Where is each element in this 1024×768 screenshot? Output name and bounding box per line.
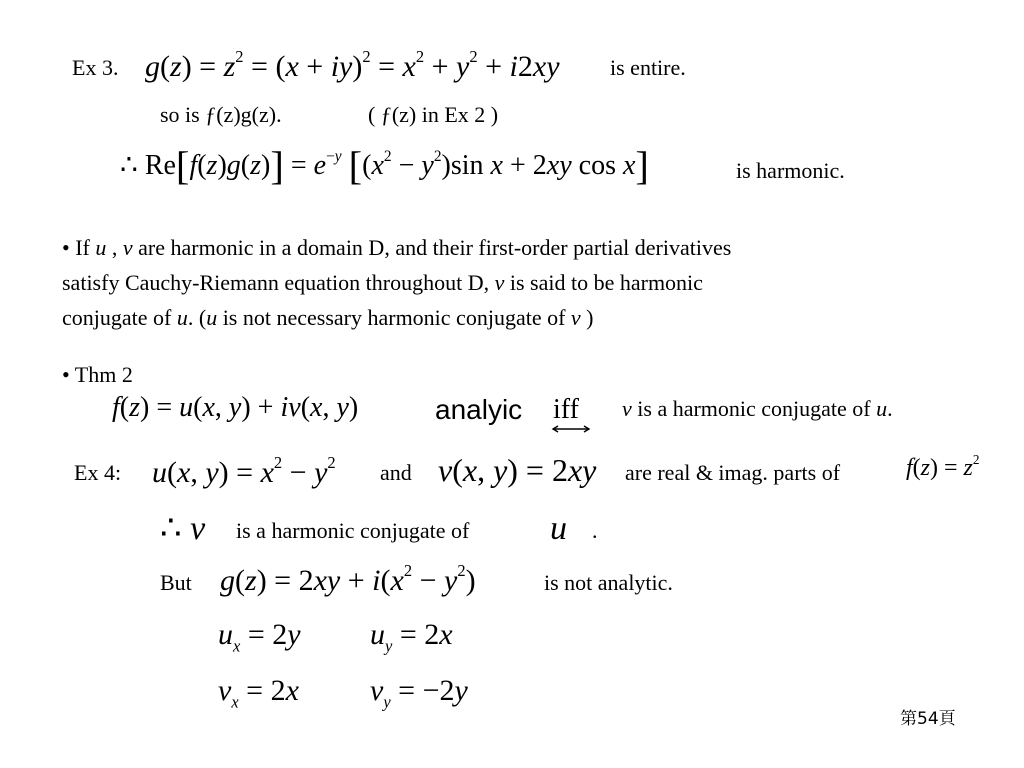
page-number: 第54頁: [900, 709, 956, 729]
ex4-f-equation: $f(z) = z^2$: [906, 451, 980, 481]
ex4-g-equation: $g(z) = 2xy + i(x^2 - y^2)$: [220, 560, 476, 597]
thm2-iff: [553, 396, 579, 424]
ex4-label: Ex 4:: [74, 460, 122, 485]
ex4-u-equation: u(x, $y) = x^2 - y^2$: [152, 452, 336, 489]
ex3-so-is-text: so is ƒ(z)g(z).: [160, 102, 282, 127]
bullet-definition-line-2: satisfy Cauchy-Riemann equation throughout D, v is said to be harmonic: [62, 270, 703, 295]
bullet-definition-line-3: conjugate of u. (u is not necessary harmonic conjugate of v ): [62, 305, 594, 330]
ex4-u-symbol: u: [550, 510, 567, 547]
ex4-real-imag-text: are real & imag. parts of: [625, 460, 841, 485]
thm2-analytic-word: analyic: [435, 394, 523, 425]
partial-u-x: $u_x = 2y$: [218, 618, 301, 656]
partial-u-y: $u_y = 2x$: [370, 618, 453, 656]
thm2-equation: f(z) = u(x, y) + iv(x, y): [112, 392, 359, 423]
thm2-conclusion: v is a harmonic conjugate of u.: [622, 396, 893, 421]
partial-v-y: $v_y = -2y$: [370, 674, 468, 712]
ex4-not-analytic-text: is not analytic.: [544, 570, 673, 595]
ex4-and-word: and: [380, 460, 412, 485]
ex4-conjugate-text: is a harmonic conjugate of: [236, 518, 470, 543]
ex3-harmonic-text: is harmonic.: [736, 158, 845, 183]
ex4-therefore-v: ∴ v: [160, 510, 206, 547]
partial-v-x: $v_x = 2x$: [218, 674, 299, 712]
double-arrow-icon: [551, 425, 591, 433]
thm2-label: • Thm 2: [62, 362, 133, 387]
thm2-iff-word: iff: [553, 394, 579, 425]
ex4-period: .: [592, 518, 598, 543]
ex3-entire-text: is entire.: [610, 55, 686, 80]
ex3-equation-g: $g(z) = z^2 = (x + iy)^2 = x^2 + y^2 + i2xy$: [145, 46, 560, 83]
ex3-label: Ex 3.: [72, 55, 119, 80]
ex3-real-part-equation: ∴ $Re[f(z)g(z)] = e^{-y}$ [$(x^2 - y^2)\sin$ x + 2xy cos x]: [120, 142, 649, 188]
ex4-but-word: But: [160, 570, 192, 595]
bullet-definition-line-1: • If u , v are harmonic in a domain D, and their first-order partial derivatives: [62, 235, 732, 260]
ex3-reference-note: ( ƒ(z) in Ex 2 ): [368, 102, 499, 127]
ex4-v-equation: v(x, y) = 2xy: [438, 452, 597, 488]
